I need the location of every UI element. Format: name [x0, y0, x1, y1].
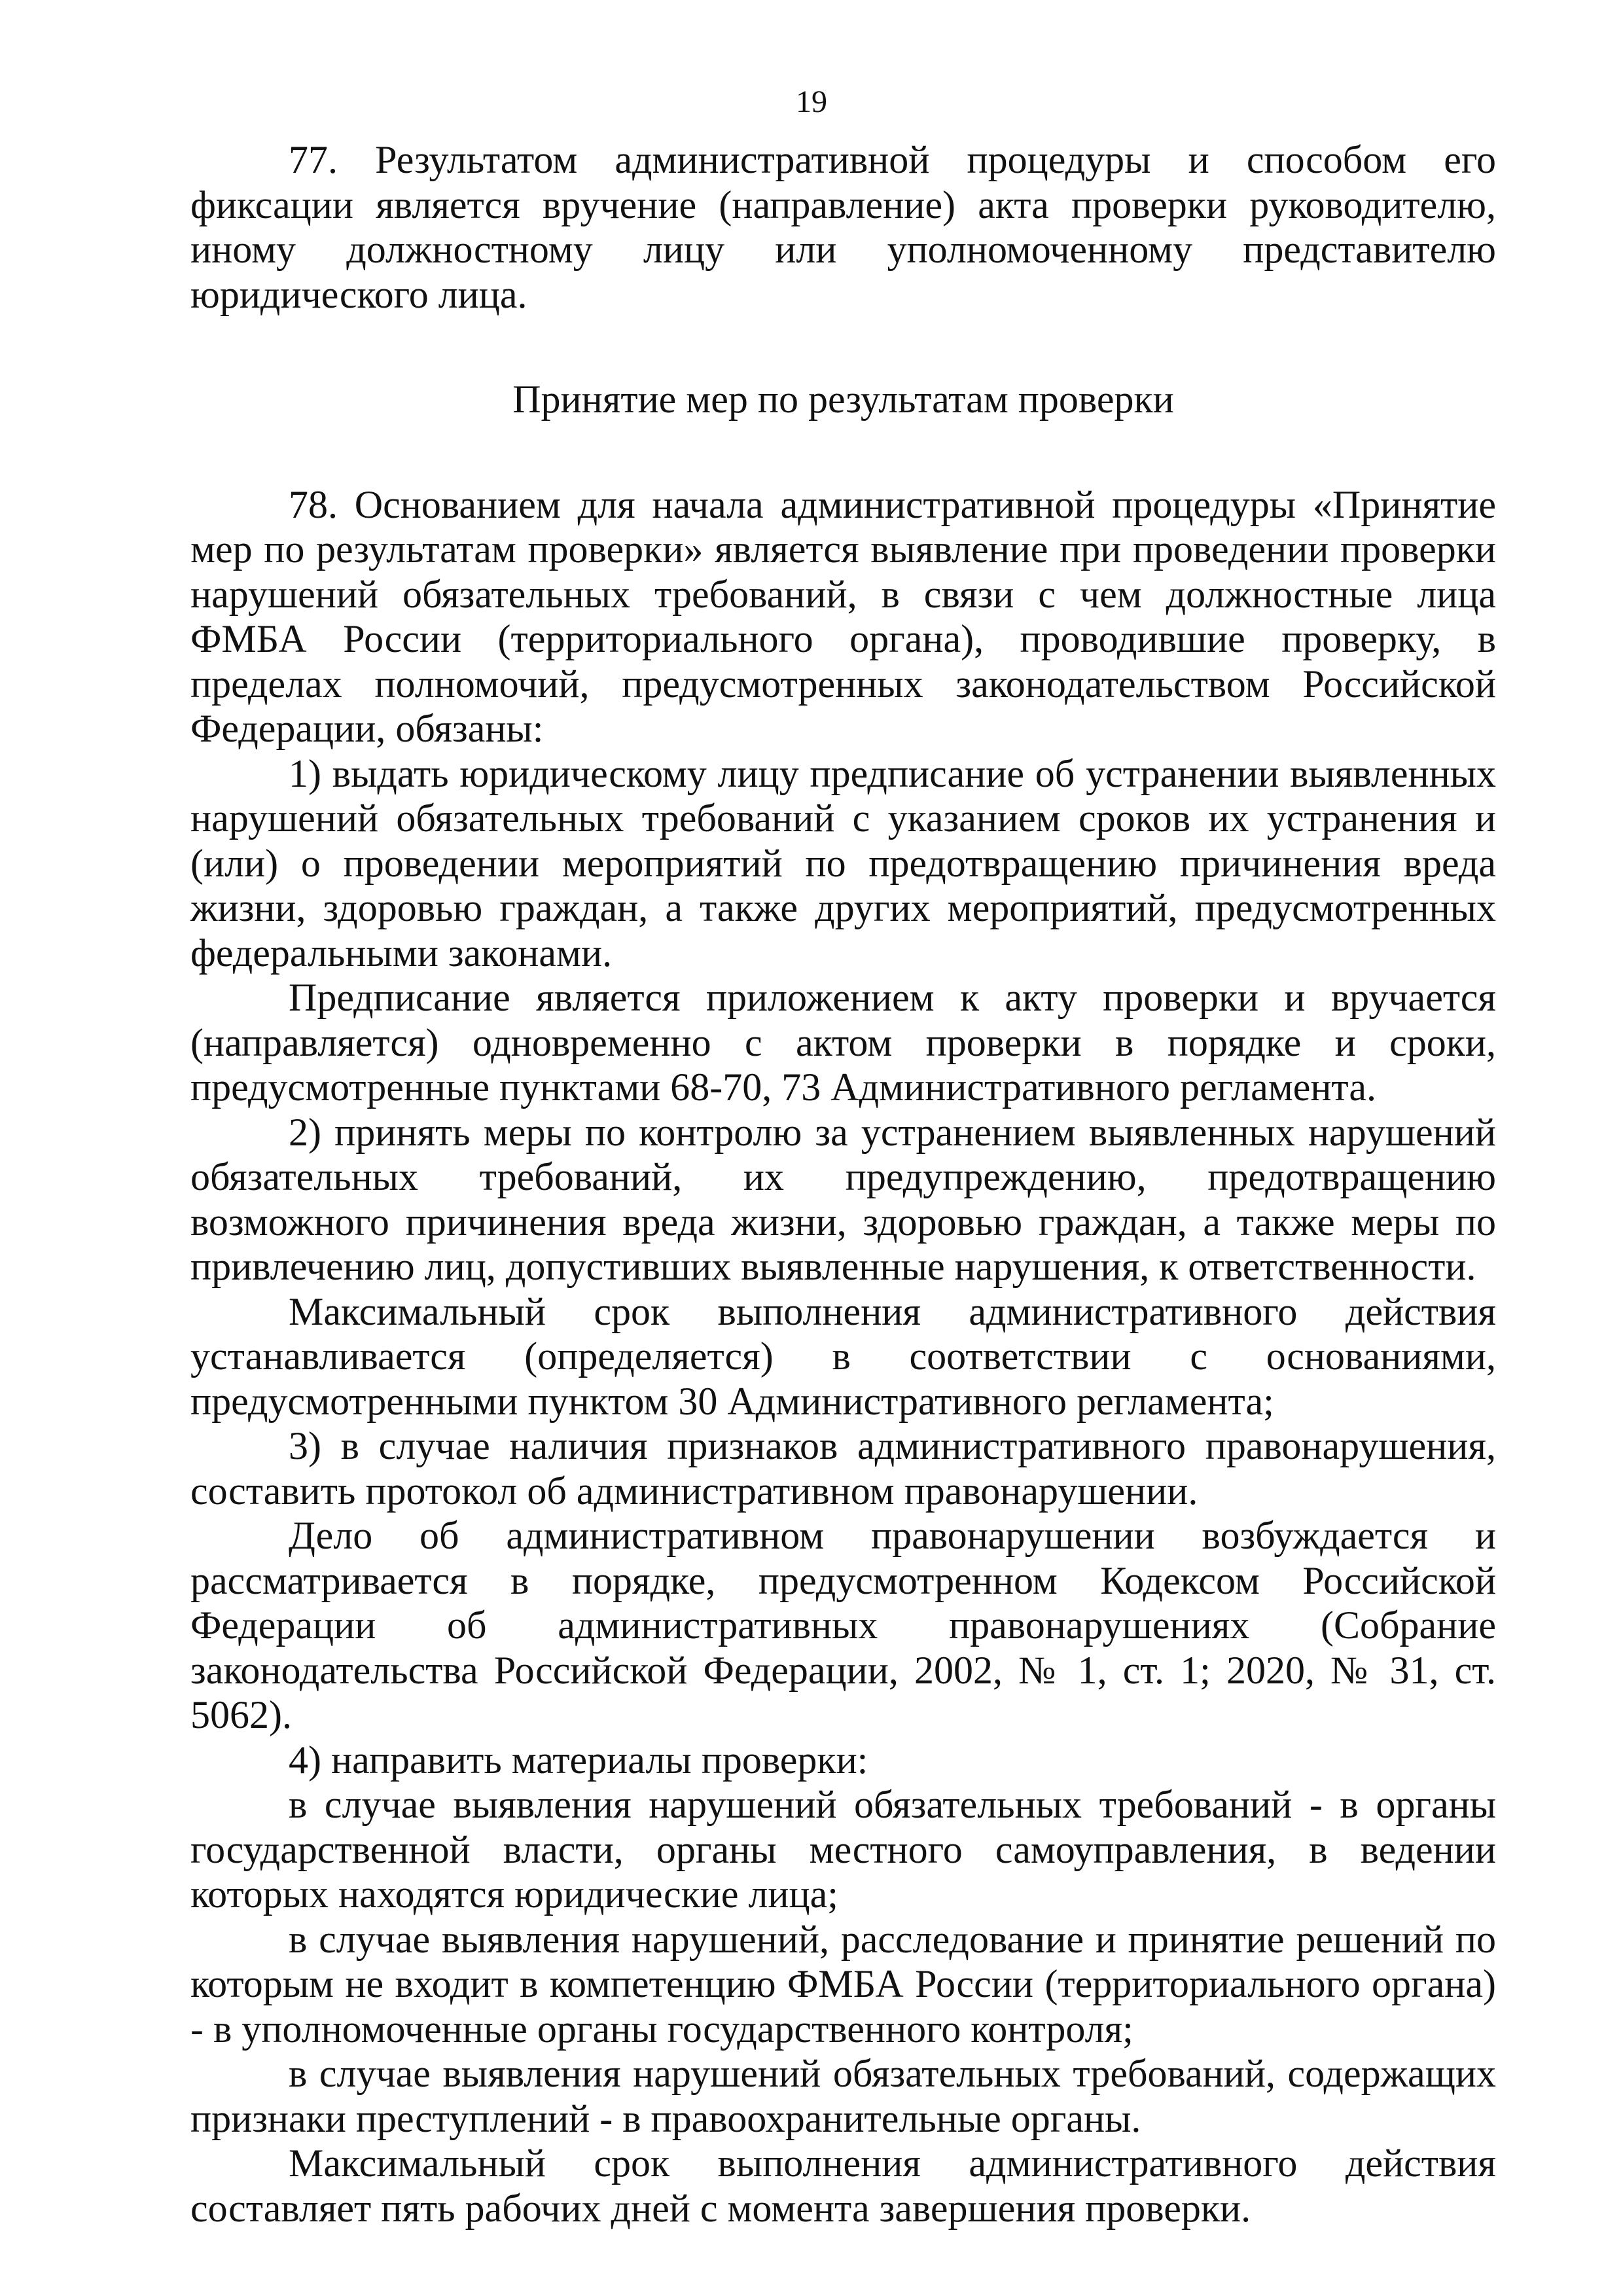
paragraph-77: 77. Результатом административной процедуры и способом его фиксации является вручение (направление) акта проверки руководителю, иному должностному лицу или уполномоченному представителю юридического лица. — [190, 138, 1496, 316]
list-item-1-note: Предписание является приложением к акту проверки и вручается (направляется) одновременно с актом проверки в порядке и сроки, предусмотренные пунктами 68-70, 73 Административного регламента. — [190, 976, 1496, 1109]
paragraph-78: 78. Основанием для начала административной процедуры «Принятие мер по результатам проверки» является выявление при проведении проверки нарушений обязательных требований, в связи с чем должностные лица ФМБА России (территориального органа), проводившие проверку, в пределах полномочий, предусмотренных законодательством Российской Федерации, обязаны: — [190, 482, 1496, 750]
list-item-1: 1) выдать юридическому лицу предписание об устранении выявленных нарушений обязательных требований с указанием сроков их устранения и (или) о проведении мероприятий по предотвращению причинения вреда жизни, здоровью граждан, а также других мероприятий, предусмотренных федеральными законами. — [190, 751, 1496, 975]
list-item-4-case-b: в случае выявления нарушений, расследование и принятие решений по которым не входит в компетенцию ФМБА России (территориального органа) - в уполномоченные органы государственного контроля; — [190, 1917, 1496, 2051]
list-item-3-note: Дело об административном правонарушении возбуждается и рассматривается в порядке, предусмотренном Кодексом Российской Федерации об административных правонарушениях (Собрание законодательства Российской Федерации, 2002, № 1, ст. 1; 2020, № 31, ст. 5062). — [190, 1514, 1496, 1736]
document-body — [190, 137, 1496, 2231]
page-number: 19 — [796, 84, 827, 119]
list-item-3: 3) в случае наличия признаков административного правонарушения, составить протокол об административном правонарушении. — [190, 1424, 1496, 1513]
final-note: Максимальный срок выполнения административного действия составляет пять рабочих дней с момента завершения проверки. — [190, 2142, 1496, 2230]
list-item-4-case-c: в случае выявления нарушений обязательных требований, содержащих признаки преступлений - в правоохранительные органы. — [190, 2052, 1496, 2140]
list-item-2: 2) принять меры по контролю за устранением выявленных нарушений обязательных требований, их предупреждению, предотвращению возможного причинения вреда жизни, здоровью граждан, а также меры по привлечению лиц, допустивших выявленные нарушения, к ответственности. — [190, 1110, 1496, 1288]
list-item-4: 4) направить материалы проверки: — [289, 1738, 868, 1782]
list-item-2-note: Максимальный срок выполнения административного действия устанавливается (определяется) в соответствии с основаниями, предусмотренными пунктом 30 Административного регламента; — [190, 1289, 1496, 1423]
list-item-4-case-a: в случае выявления нарушений обязательных требований - в органы государственной власти, органы местного самоуправления, в ведении которых находятся юридические лица; — [190, 1783, 1496, 1916]
section-heading: Принятие мер по результатам проверки — [512, 378, 1174, 421]
